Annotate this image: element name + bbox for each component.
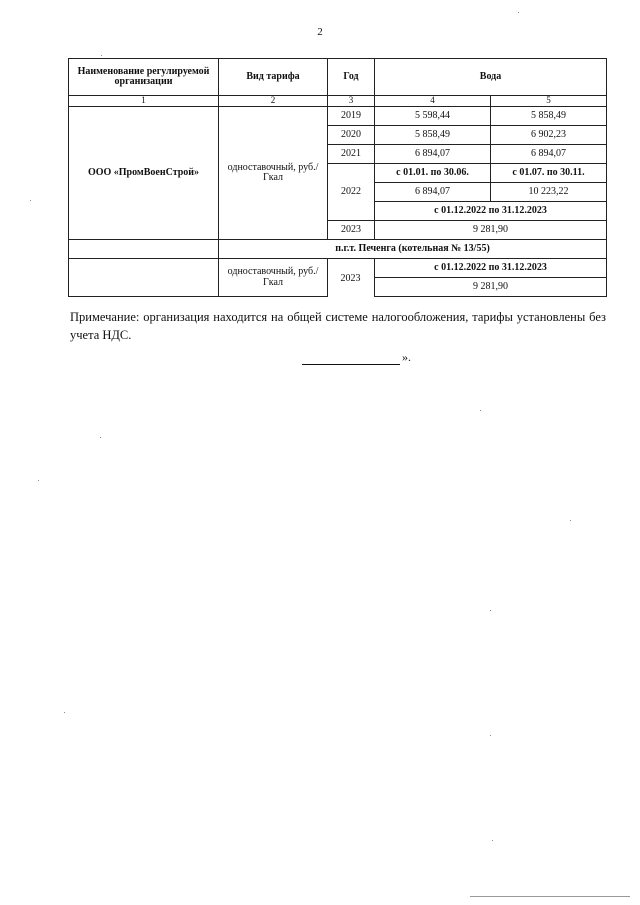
table-row	[69, 107, 607, 126]
period-second-half: с 01.07. по 30.11.	[491, 164, 607, 183]
tariff-type-cell: одноставочный, руб./Гкал	[219, 107, 328, 240]
value-cell: 6 894,07	[375, 183, 491, 202]
header-tariff-type: Вид тарифа	[219, 59, 328, 96]
index-cell: 2	[219, 96, 328, 107]
scan-speck	[30, 200, 31, 201]
blank-line	[302, 354, 400, 365]
value-cell: 6 894,07	[375, 145, 491, 164]
footer-line	[470, 896, 630, 897]
empty-cell	[69, 240, 219, 259]
period-dec: с 01.12.2022 по 31.12.2023	[375, 259, 607, 278]
scan-speck	[490, 735, 491, 736]
value-cell: 6 894,07	[491, 145, 607, 164]
index-cell: 1	[69, 96, 219, 107]
period-first-half: с 01.01. по 30.06.	[375, 164, 491, 183]
period-dec: с 01.12.2022 по 31.12.2023	[375, 202, 607, 221]
year-cell: 2022	[328, 164, 375, 221]
org-name: ООО «ПромВоенСтрой»	[69, 107, 219, 240]
value-cell: 9 281,90	[375, 278, 607, 297]
year-cell: 2019	[328, 107, 375, 126]
table-index-row	[69, 96, 607, 107]
table-header-row	[69, 59, 607, 96]
year-cell: 2023	[340, 273, 361, 284]
closing-mark: ».	[402, 350, 411, 364]
header-water: Вода	[375, 59, 607, 96]
tariff-type-cell: одноставочный, руб./Гкал	[219, 259, 328, 297]
index-cell: 5	[491, 96, 607, 107]
page-number: 2	[317, 26, 323, 38]
value-cell: 5 598,44	[375, 107, 491, 126]
value-cell: 9 281,90	[375, 221, 607, 240]
header-org: Наименование регулируемой организации	[69, 59, 219, 96]
value-cell: 5 858,49	[375, 126, 491, 145]
signature-line	[302, 350, 411, 365]
value-cell: 6 902,23	[491, 126, 607, 145]
index-cell: 3	[328, 96, 375, 107]
year-cell: 2023	[328, 221, 375, 240]
year-cell: 2021	[328, 145, 375, 164]
scan-speck	[570, 520, 571, 521]
scan-speck	[100, 437, 101, 438]
header-year: Год	[328, 59, 375, 96]
value-cell: 5 858,49	[491, 107, 607, 126]
scan-speck	[101, 55, 102, 56]
tariff-table	[68, 58, 607, 297]
scan-speck	[490, 610, 491, 611]
note-text: Примечание: организация находится на общей системе налогообложения, тарифы установлены без учета НДС.	[70, 310, 606, 342]
value-cell: 10 223,22	[491, 183, 607, 202]
scan-speck	[480, 410, 481, 411]
scan-speck	[38, 480, 39, 481]
year-cell: 2020	[328, 126, 375, 145]
scan-speck	[492, 840, 493, 841]
scan-speck	[518, 12, 519, 13]
scan-speck	[64, 712, 65, 713]
index-cell: 4	[375, 96, 491, 107]
section-title: п.г.т. Печенга (котельная № 13/55)	[219, 240, 607, 259]
table-section-row	[69, 240, 607, 259]
empty-cell	[69, 259, 219, 297]
